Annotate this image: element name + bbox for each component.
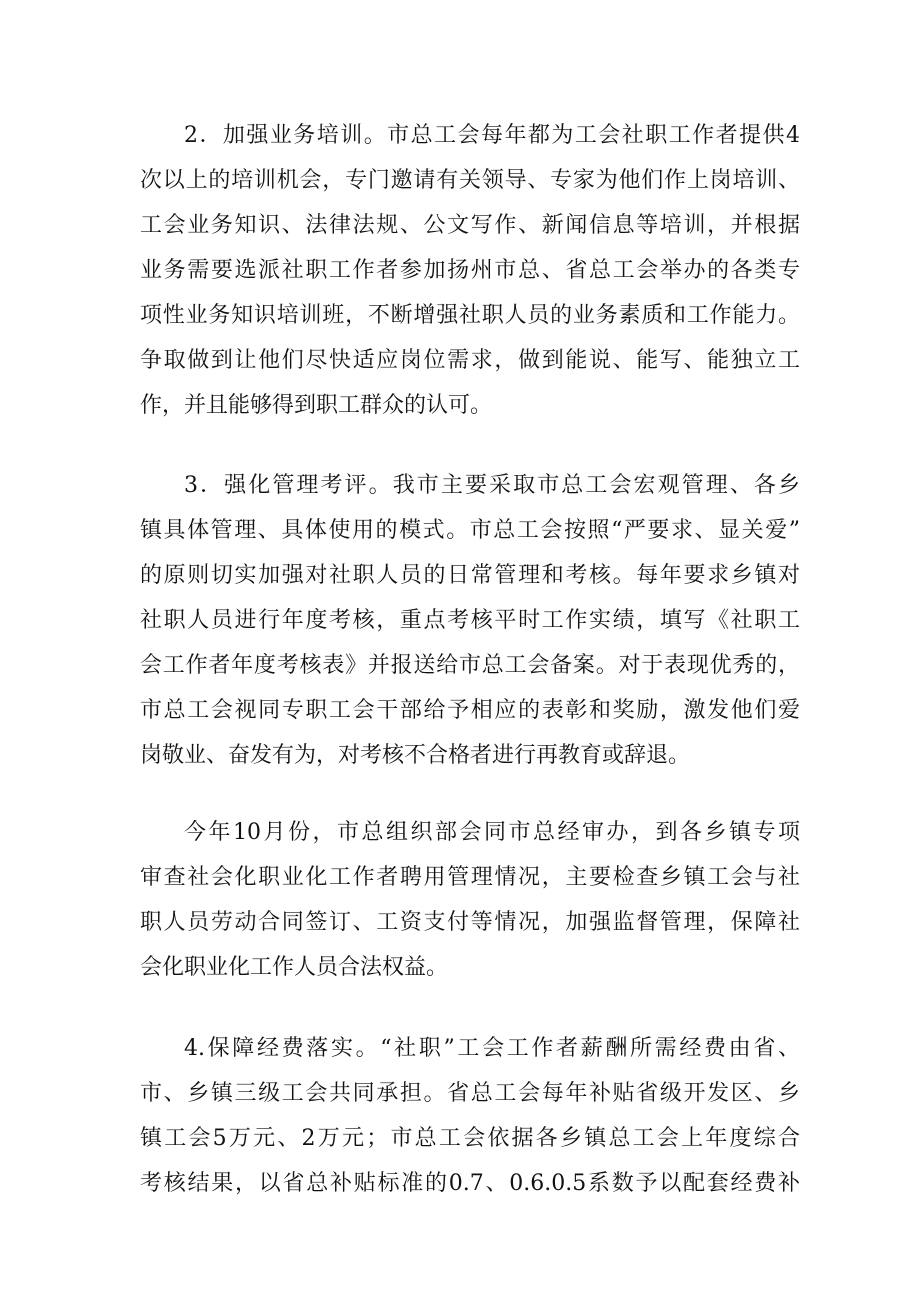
text-line: 职人员劳动合同签订、工资支付等情况，加强监督管理，保障社 [140,910,800,935]
text-line: 2．加强业务培训。市总工会每年都为工会社职工作者提供4 [184,123,800,148]
text-line: 的原则切实加强对社职人员的日常管理和考核。每年要求乡镇对 [140,563,800,588]
text-line: 工会业务知识、法律法规、公文写作、新闻信息等培训，并根据 [140,213,800,238]
paragraph-october-review [140,810,800,990]
paragraph-business-training [140,113,800,428]
text-line: 社职人员进行年度考核，重点考核平时工作实绩，填写《社职工 [140,608,800,633]
text-line: 会化职业化工作人员合法权益。 [140,955,449,980]
text-line: 市、乡镇三级工会共同承担。省总工会每年补贴省级开发区、乡 [140,1081,800,1106]
paragraph-funding-guarantee [140,1026,800,1206]
text-line: 项性业务知识培训班，不断增强社职人员的业务素质和工作能力。 [140,303,800,328]
text-line: 3．强化管理考评。我市主要采取市总工会宏观管理、各乡 [184,473,800,498]
text-line: 考核结果，以省总补贴标准的0.7、0.6.0.5系数予以配套经费补 [140,1171,800,1196]
text-line: 次以上的培训机会，专门邀请有关领导、专家为他们作上岗培训、 [140,168,800,193]
text-line: 会工作者年度考核表》并报送给市总工会备案。对于表现优秀的， [140,653,800,678]
text-line: 争取做到让他们尽快适应岗位需求，做到能说、能写、能独立工 [140,348,800,373]
text-line: 今年10月份，市总组织部会同市总经审办，到各乡镇专项 [184,820,800,845]
text-line: 岗敬业、奋发有为，对考核不合格者进行再教育或辞退。 [140,743,691,768]
text-line: 作，并且能够得到职工群众的认可。 [140,393,493,418]
text-line: 审查社会化职业化工作者聘用管理情况，主要检查乡镇工会与社 [140,865,800,890]
text-line: 市总工会视同专职工会干部给予相应的表彰和奖励，激发他们爱 [140,698,800,723]
text-line: 镇工会5万元、2万元；市总工会依据各乡镇总工会上年度综合 [140,1126,800,1151]
paragraph-management-evaluation [140,463,800,778]
text-line: 镇具体管理、具体使用的模式。市总工会按照“严要求、显关爱” [140,518,800,543]
text-line: 业务需要选派社职工作者参加扬州市总、省总工会举办的各类专 [140,258,800,283]
text-line: 4.保障经费落实。“社职”工会工作者薪酬所需经费由省、 [184,1036,800,1061]
